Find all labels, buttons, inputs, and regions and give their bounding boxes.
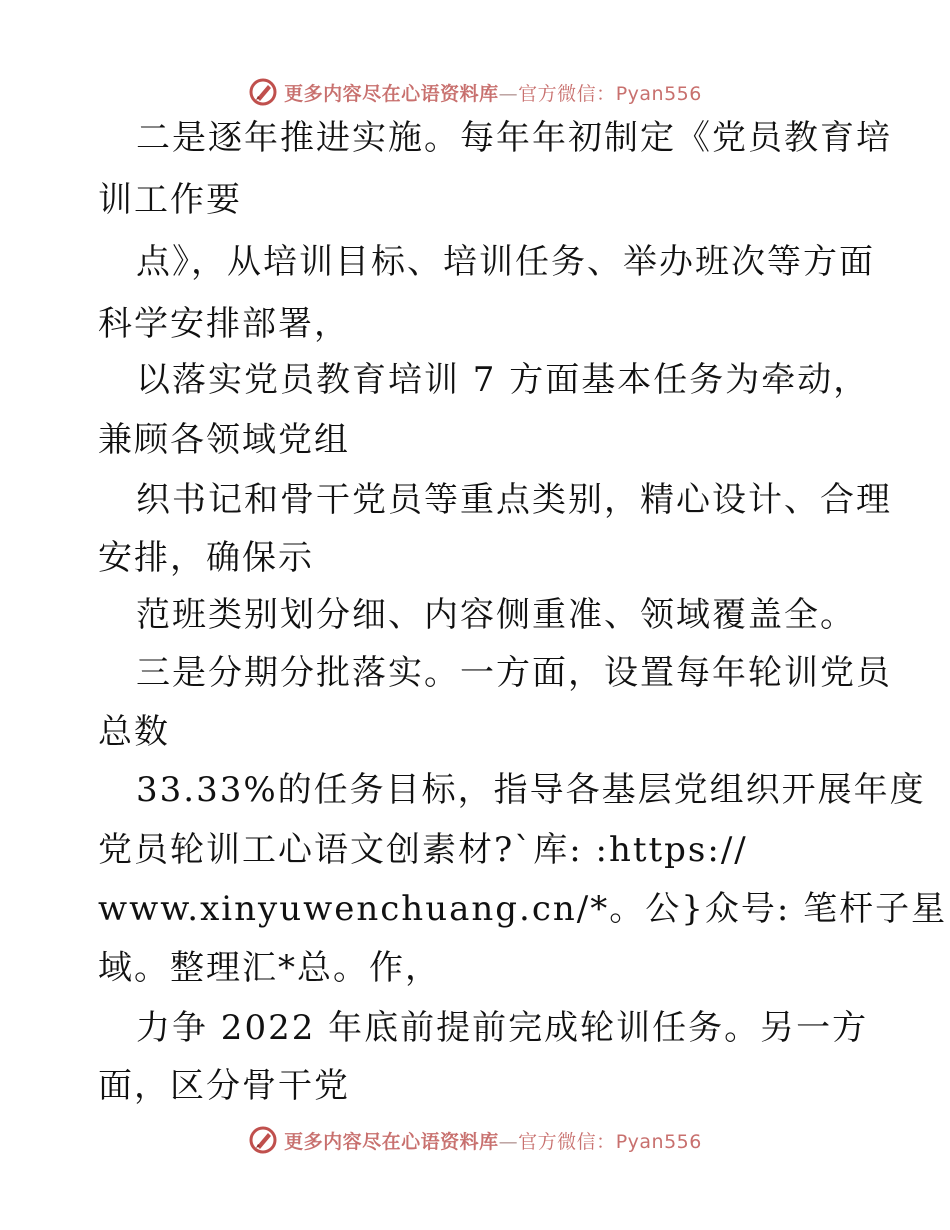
paragraph-line: 二是逐年推进实施。每年年初制定《党员教育培 xyxy=(136,118,892,158)
paragraph-line: 总数 xyxy=(98,712,170,752)
paragraph-line: 范班类别划分细、内容侧重准、领域覆盖全。 xyxy=(136,595,856,635)
paragraph-line: 三是分期分批落实。一方面，设置每年轮训党员 xyxy=(136,653,892,693)
paragraph-line: 党员轮训工心语文创素材?`库: :https:// xyxy=(98,830,748,870)
paragraph-line: 科学安排部署， xyxy=(98,304,350,344)
paragraph-line: www.xinyuwenchuang.cn/*。公}众号: 笔杆子星 xyxy=(98,889,948,929)
paragraph-line: 力争 2022 年底前提前完成轮训任务。另一方 xyxy=(136,1008,869,1048)
pen-logo-icon xyxy=(248,77,278,107)
paragraph-line: 域。整理汇*总。作， xyxy=(98,948,441,988)
header-watermark xyxy=(0,72,950,112)
paragraph-line: 面，区分骨干党 xyxy=(98,1066,350,1106)
paragraph-line: 点》，从培训目标、培训任务、举办班次等方面 xyxy=(136,242,875,282)
watermark-text: 更多内容尽在心语资料库—官方微信：Pyan556 xyxy=(284,82,702,105)
paragraph-line: 安排，确保示 xyxy=(98,538,314,578)
paragraph-line: 33.33%的任务目标，指导各基层党组织开展年度 xyxy=(136,770,926,810)
pen-logo-icon xyxy=(248,1125,278,1155)
watermark-text: 更多内容尽在心语资料库—官方微信：Pyan556 xyxy=(284,1130,702,1153)
paragraph-line: 织书记和骨干党员等重点类别，精心设计、合理 xyxy=(136,480,892,520)
paragraph-line: 训工作要 xyxy=(98,180,242,220)
paragraph-line: 以落实党员教育培训 7 方面基本任务为牵动， xyxy=(136,360,870,400)
paragraph-line: 兼顾各领域党组 xyxy=(98,420,350,460)
footer-watermark xyxy=(0,1120,950,1160)
